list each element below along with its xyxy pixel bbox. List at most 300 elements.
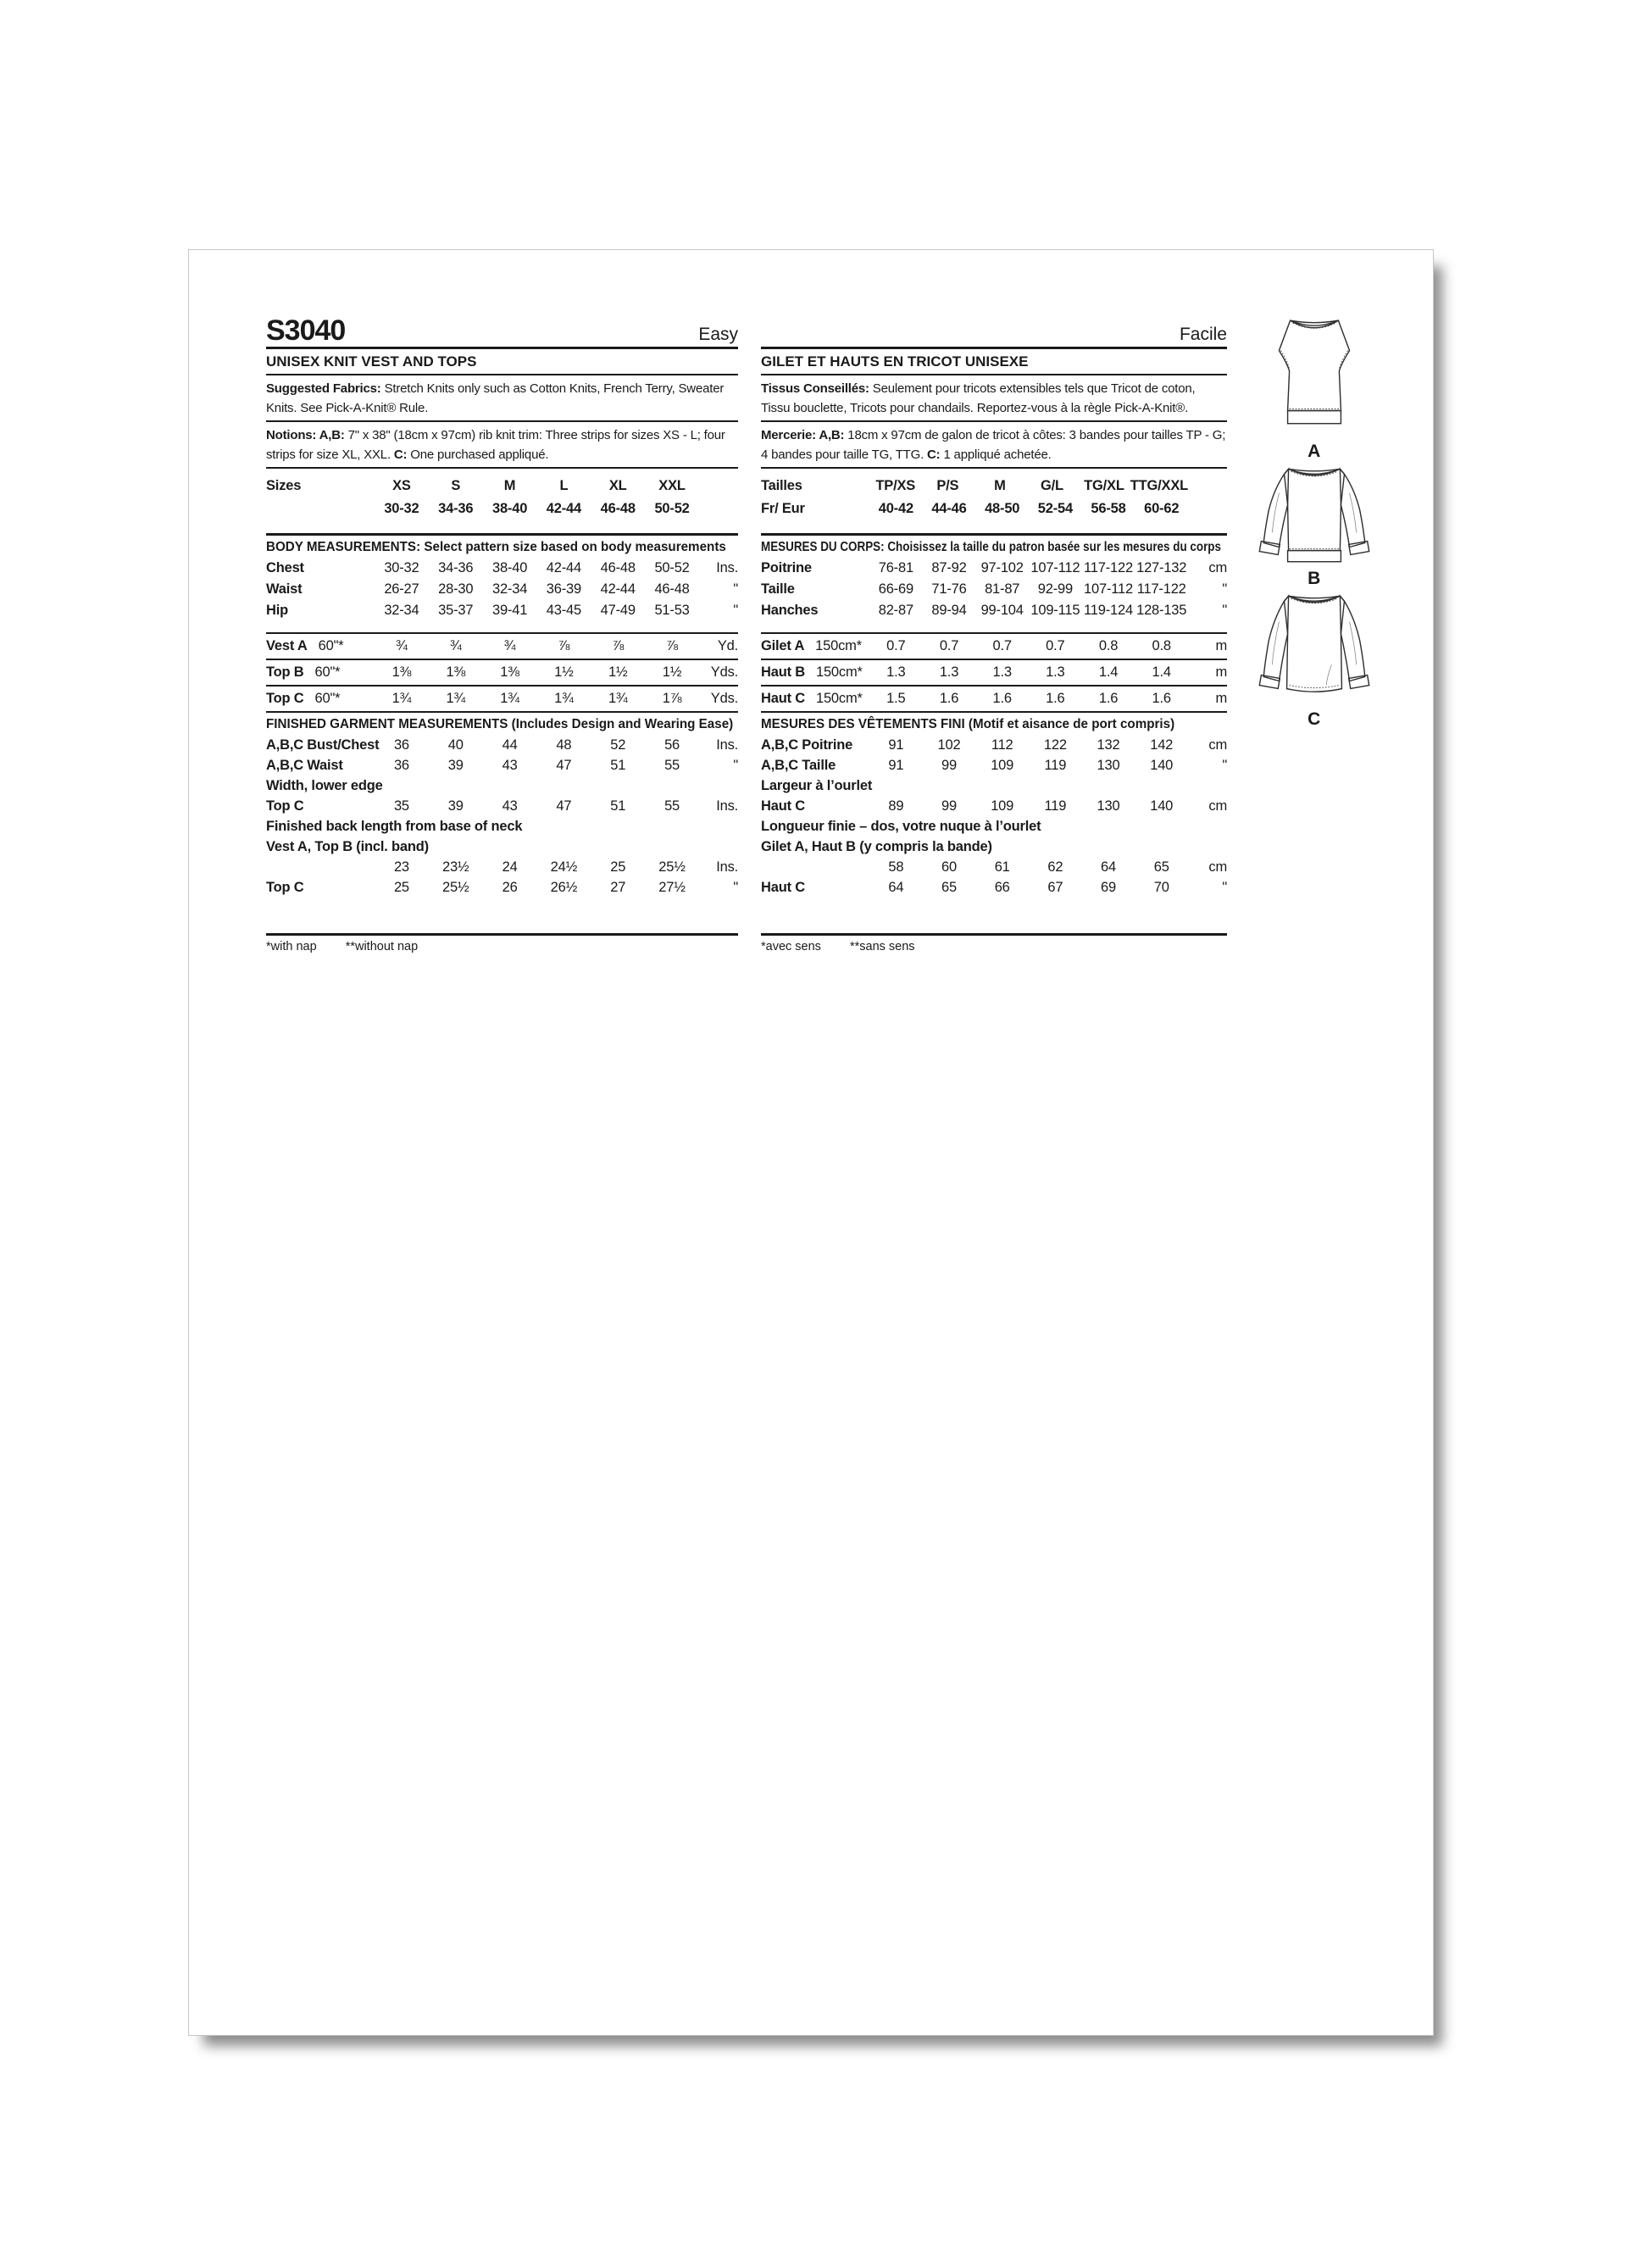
unit-cell: " <box>1222 581 1227 597</box>
row-label: Fr/ Eur <box>761 501 805 516</box>
value-cell: 40 <box>447 737 464 753</box>
value-cell: 130 <box>1097 758 1120 773</box>
value-cell <box>923 775 976 796</box>
value-cell: 56-58 <box>1091 501 1126 516</box>
suggested-fabrics-paragraph-fr <box>761 375 1227 422</box>
value-cell: 81-87 <box>985 581 1020 597</box>
row-label: Top B 60"* <box>266 660 375 685</box>
unit-cell: cm <box>1208 737 1227 753</box>
fabric-width: 60"* <box>318 638 344 653</box>
value-cell: 39 <box>447 758 464 773</box>
value-cell: 25 <box>393 880 409 895</box>
table-row <box>761 837 1227 857</box>
unit-cell: m <box>1215 664 1227 680</box>
fabrics-text-fr: Seulement pour tricots extensibles tels que Tricot de coton, Tissu bouclette, Tricots pour chandails. Reportez-vous à la règle Pick-A-Knit®. <box>761 381 1196 415</box>
unit-cell <box>1188 475 1227 498</box>
value-cell: 1¾ <box>500 691 519 706</box>
value-cell <box>429 775 483 796</box>
row-label: Taille <box>761 581 795 597</box>
unit-cell: " <box>733 880 738 895</box>
nap-footnote-en <box>266 933 738 953</box>
value-cell: 35-37 <box>438 603 474 618</box>
unit-cell: Ins. <box>716 560 738 575</box>
vest-a-illustration <box>1267 313 1362 440</box>
row-label: A,B,C Taille <box>761 758 836 773</box>
value-cell: 51 <box>610 798 626 814</box>
table-row <box>761 755 1227 775</box>
top-b-illustration <box>1250 462 1379 567</box>
value-cell: 89-94 <box>931 603 967 618</box>
value-cell: 62 <box>1047 859 1063 875</box>
notions-lead-c: C: <box>393 447 408 462</box>
nap-footnote-fr <box>761 933 1227 953</box>
value-cell: 99 <box>941 798 957 814</box>
value-cell: 1.3 <box>1046 664 1065 680</box>
value-cell: 50-52 <box>654 501 690 516</box>
table-row <box>266 796 738 816</box>
suggested-fabrics-paragraph <box>266 375 738 422</box>
value-cell: 36 <box>393 737 409 753</box>
value-cell: 109 <box>991 798 1014 814</box>
unit-cell: Yd. <box>717 638 738 653</box>
yardage-table-fr <box>761 632 1227 713</box>
table-row <box>266 735 738 755</box>
value-cell: 91 <box>888 758 904 773</box>
finished-measurements-table-en <box>266 735 738 898</box>
value-cell <box>645 816 699 837</box>
table-row <box>761 796 1227 816</box>
value-cell: 0.7 <box>1046 638 1065 653</box>
garment-c-figure <box>1250 589 1379 730</box>
fabric-width: 60"* <box>314 664 341 680</box>
unit-cell <box>1188 498 1227 520</box>
fabric-width: 150cm* <box>815 664 863 680</box>
value-cell <box>645 837 699 857</box>
row-label: A,B,C Waist <box>266 758 343 773</box>
value-cell: 1.3 <box>992 664 1012 680</box>
finished-measurements-heading-fr: MESURES DES VÊTEMENTS FINI (Motif et aisance de port compris) <box>761 717 1175 731</box>
value-cell <box>536 775 591 796</box>
value-cell: 0.8 <box>1152 638 1171 653</box>
row-label: Longueur finie – dos, votre nuque à l’ourlet <box>761 819 1041 834</box>
value-cell: 102 <box>937 737 961 753</box>
value-cell: 1.6 <box>939 691 959 706</box>
value-cell: 44-46 <box>931 501 967 516</box>
row-label: Top C <box>266 880 304 895</box>
unit-cell <box>699 837 738 857</box>
value-cell <box>1135 816 1188 837</box>
unit-cell: Ins. <box>716 798 738 814</box>
table-row <box>761 475 1227 498</box>
value-cell <box>591 816 645 837</box>
value-cell: 69 <box>1101 880 1116 895</box>
fabrics-text: Stretch Knits only such as Cotton Knits, French Terry, Sweater Knits. See Pick-A-Knit® Rule. <box>266 381 725 415</box>
value-cell: 39 <box>447 798 464 814</box>
unit-cell <box>1188 775 1227 796</box>
value-cell <box>536 816 591 837</box>
unit-cell <box>1188 837 1227 857</box>
value-cell: 46-48 <box>600 501 636 516</box>
notions-lead-c-fr: C: <box>927 447 941 462</box>
value-cell: ⅞ <box>666 638 678 653</box>
row-label: Finished back length from base of neck <box>266 819 523 834</box>
unit-cell: Yds. <box>710 664 738 680</box>
fabric-width: 150cm* <box>815 638 862 653</box>
value-cell: 27½ <box>658 880 686 895</box>
value-cell: 47 <box>556 758 572 773</box>
row-label: A,B,C Poitrine <box>761 737 853 753</box>
value-cell: 130 <box>1097 798 1120 814</box>
value-cell: 1⅞ <box>662 691 682 706</box>
value-cell: 48 <box>556 737 572 753</box>
row-label: Width, lower edge <box>266 778 383 793</box>
header-row <box>761 313 1227 349</box>
value-cell: ⅞ <box>612 638 624 653</box>
body-measurements-table-fr <box>761 558 1227 621</box>
row-label: Vest A, Top B (incl. band) <box>266 839 429 854</box>
unit-cell: " <box>1222 758 1227 773</box>
unit-cell: m <box>1215 638 1227 653</box>
fabric-width: 150cm* <box>815 691 863 706</box>
table-row <box>761 775 1227 796</box>
unit-cell: m <box>1215 691 1227 706</box>
value-cell: 42-44 <box>600 581 636 597</box>
value-cell <box>375 837 429 857</box>
value-cell: L <box>559 478 569 493</box>
value-cell: 36 <box>393 758 409 773</box>
unit-cell: " <box>733 603 738 618</box>
value-cell <box>1135 775 1188 796</box>
row-label: A,B,C Bust/Chest <box>266 737 380 753</box>
value-cell: 23 <box>393 859 409 875</box>
value-cell: 32-34 <box>384 603 419 618</box>
notions-lead: Notions: A,B: <box>266 428 345 442</box>
value-cell: 56 <box>664 737 680 753</box>
value-cell: 132 <box>1097 737 1120 753</box>
value-cell: 40-42 <box>878 501 913 516</box>
value-cell: 30-32 <box>384 501 419 516</box>
notions-text-c: One purchased appliqué. <box>407 447 549 462</box>
value-cell: 52-54 <box>1037 501 1073 516</box>
footnote-avec-sens: *avec sens <box>761 940 821 953</box>
row-label: Top C 60"* <box>266 687 375 711</box>
row-label: Top C <box>266 798 304 814</box>
value-cell: 82-87 <box>878 603 913 618</box>
table-row <box>761 600 1227 621</box>
value-cell: 38-40 <box>491 560 528 575</box>
yardage-table-en <box>266 632 738 713</box>
row-label <box>761 857 869 877</box>
value-cell: 107-112 <box>1084 581 1133 597</box>
notions-text-fr: 18cm x 97cm de galon de tricot à côtes: 3 bandes pour tailles TP - G; 4 bandes pour taille TG, TTG. <box>761 428 1226 462</box>
unit-cell <box>699 498 738 520</box>
table-row <box>266 600 738 621</box>
difficulty-label-fr: Facile <box>1179 325 1227 344</box>
unit-cell: cm <box>1208 859 1227 875</box>
body-measurements-heading-en: BODY MEASUREMENTS: Select pattern size based on body measurements <box>266 540 726 554</box>
value-cell: 87-92 <box>931 560 967 575</box>
value-cell <box>375 775 429 796</box>
value-cell: 60 <box>941 859 957 875</box>
unit-cell: Ins. <box>716 737 738 753</box>
value-cell: 1.6 <box>1098 691 1119 706</box>
table-row <box>761 735 1227 755</box>
value-cell: 140 <box>1150 758 1174 773</box>
value-cell: 55 <box>664 758 680 773</box>
value-cell: XXL <box>658 478 686 493</box>
value-cell: 128-135 <box>1136 603 1187 618</box>
garment-title-fr: GILET ET HAUTS EN TRICOT UNISEXE <box>761 349 1227 375</box>
finished-measurements-table-fr <box>761 735 1227 898</box>
value-cell: G/L <box>1040 478 1063 493</box>
value-cell: 1¾ <box>391 691 412 706</box>
value-cell: 25 <box>610 859 626 875</box>
value-cell: 1.5 <box>886 691 906 706</box>
value-cell: 127-132 <box>1136 560 1187 575</box>
value-cell: 109 <box>991 758 1014 773</box>
value-cell: 0.7 <box>886 638 906 653</box>
table-row <box>266 558 738 579</box>
table-row <box>266 634 738 660</box>
row-label: Waist <box>266 581 303 597</box>
garment-a-label: A <box>1308 442 1321 461</box>
value-cell: 28-30 <box>438 581 474 597</box>
value-cell: 107-112 <box>1030 560 1080 575</box>
value-cell: ¾ <box>396 638 408 653</box>
footnote-with-nap: *with nap <box>266 940 317 953</box>
table-row <box>761 816 1227 837</box>
table-row <box>266 755 738 775</box>
text-columns <box>266 313 1227 953</box>
value-cell: 24½ <box>550 859 578 875</box>
unit-cell: " <box>1222 603 1227 618</box>
body-measurements-table-en <box>266 558 738 621</box>
table-row <box>266 687 738 713</box>
value-cell: 142 <box>1150 737 1174 753</box>
row-label: Haut C 150cm* <box>761 687 869 711</box>
value-cell: 1¾ <box>608 691 628 706</box>
value-cell: 76-81 <box>878 560 913 575</box>
value-cell: 117-122 <box>1084 560 1133 575</box>
value-cell: 43 <box>502 758 518 773</box>
value-cell: 1.6 <box>1152 691 1171 706</box>
table-row <box>266 498 738 520</box>
fabric-width: 60"* <box>314 691 341 706</box>
garment-b-figure <box>1250 462 1379 589</box>
notions-lead-fr: Mercerie: A,B: <box>761 428 845 442</box>
unit-cell: cm <box>1208 560 1227 575</box>
value-cell: 122 <box>1043 737 1067 753</box>
value-cell <box>975 816 1029 837</box>
value-cell: 89 <box>888 798 904 814</box>
value-cell: 66-69 <box>878 581 913 597</box>
row-label: Sizes <box>266 478 302 493</box>
value-cell <box>1082 775 1135 796</box>
value-cell: 42-44 <box>546 501 581 516</box>
table-row <box>761 857 1227 877</box>
unit-cell <box>1188 816 1227 837</box>
table-row <box>266 837 738 857</box>
unit-cell: " <box>733 758 738 773</box>
value-cell: 58 <box>888 859 904 875</box>
value-cell: 32-34 <box>491 581 528 597</box>
table-row <box>266 877 738 898</box>
unit-cell: Ins. <box>716 859 738 875</box>
value-cell: 61 <box>994 859 1010 875</box>
value-cell: 27 <box>610 880 626 895</box>
table-row <box>761 660 1227 687</box>
value-cell <box>429 816 483 837</box>
garment-a-figure <box>1267 313 1362 462</box>
table-row <box>266 660 738 687</box>
table-row <box>761 579 1227 600</box>
value-cell: 1.3 <box>886 664 906 680</box>
garment-c-label: C <box>1308 709 1321 729</box>
value-cell: S <box>451 478 461 493</box>
table-row <box>266 857 738 877</box>
row-label: Poitrine <box>761 560 812 575</box>
value-cell <box>975 837 1029 857</box>
value-cell: 0.8 <box>1098 638 1119 653</box>
value-cell: P/S <box>936 478 959 493</box>
value-cell: 1.4 <box>1098 664 1119 680</box>
table-row <box>266 475 738 498</box>
value-cell: 47 <box>556 798 572 814</box>
notions-text: 7" x 38" (18cm x 97cm) rib knit trim: Three strips for sizes XS - L; four strips for size XL, XXL. <box>266 428 725 462</box>
value-cell: 0.7 <box>992 638 1012 653</box>
pattern-number: S3040 <box>266 314 346 347</box>
value-cell: 65 <box>941 880 957 895</box>
difficulty-label-en: Easy <box>698 325 738 344</box>
unit-cell: cm <box>1208 798 1227 814</box>
row-label: Gilet A, Haut B (y compris la bande) <box>761 839 992 854</box>
value-cell: 43-45 <box>546 603 581 618</box>
value-cell: 99 <box>941 758 957 773</box>
row-label: Chest <box>266 560 304 575</box>
value-cell: 119 <box>1044 758 1067 773</box>
unit-cell <box>699 475 738 498</box>
table-row <box>761 498 1227 520</box>
value-cell: 140 <box>1150 798 1174 814</box>
value-cell: 24 <box>502 859 518 875</box>
value-cell <box>1029 837 1082 857</box>
value-cell: 64 <box>1101 859 1116 875</box>
value-cell: ¾ <box>503 638 516 653</box>
value-cell: 1½ <box>662 664 682 680</box>
row-label: Gilet A 150cm* <box>761 634 869 659</box>
table-row <box>761 558 1227 579</box>
table-row <box>266 775 738 796</box>
garment-title-en: UNISEX KNIT VEST AND TOPS <box>266 349 738 375</box>
value-cell: 30-32 <box>384 560 419 575</box>
unit-cell: Yds. <box>710 691 738 706</box>
value-cell: 1⅜ <box>500 664 519 680</box>
row-label <box>266 498 375 520</box>
value-cell: 26 <box>502 880 518 895</box>
row-label <box>266 857 375 877</box>
value-cell <box>1082 816 1135 837</box>
value-cell: 70 <box>1153 880 1169 895</box>
value-cell: 46-48 <box>654 581 690 597</box>
sizes-table-en <box>266 475 738 520</box>
unit-cell <box>699 775 738 796</box>
table-row <box>761 687 1227 713</box>
value-cell: 1.4 <box>1152 664 1171 680</box>
value-cell: ⅞ <box>558 638 570 653</box>
value-cell: 50-52 <box>654 560 690 575</box>
value-cell <box>1082 837 1135 857</box>
value-cell <box>1135 837 1188 857</box>
value-cell: 1⅜ <box>446 664 466 680</box>
value-cell: 38-40 <box>491 501 528 516</box>
value-cell: 65 <box>1153 859 1169 875</box>
value-cell <box>483 816 537 837</box>
header-row <box>266 313 738 349</box>
table-row <box>761 877 1227 898</box>
value-cell: 51-53 <box>654 603 690 618</box>
value-cell: 34-36 <box>438 560 474 575</box>
value-cell: 1¾ <box>554 691 574 706</box>
notions-text-c-fr: 1 appliqué achetée. <box>940 447 1052 462</box>
value-cell: 117-122 <box>1136 581 1186 597</box>
top-c-illustration <box>1250 589 1379 708</box>
value-cell: 55 <box>664 798 680 814</box>
value-cell <box>591 775 645 796</box>
value-cell: 119 <box>1044 798 1067 814</box>
unit-cell <box>699 816 738 837</box>
value-cell: 1.3 <box>939 664 959 680</box>
notions-paragraph-fr <box>761 422 1227 469</box>
value-cell: 48-50 <box>985 501 1020 516</box>
value-cell <box>923 837 976 857</box>
row-label: Haut B 150cm* <box>761 660 869 685</box>
row-label: Haut C <box>761 798 805 814</box>
value-cell: 25½ <box>441 880 469 895</box>
value-cell: 1½ <box>608 664 628 680</box>
value-cell: 52 <box>610 737 626 753</box>
finished-measurements-heading-en: FINISHED GARMENT MEASUREMENTS (Includes Design and Wearing Ease) <box>266 717 734 731</box>
value-cell: 23½ <box>441 859 469 875</box>
value-cell: XS <box>392 478 411 493</box>
value-cell: 109-115 <box>1030 603 1080 618</box>
value-cell: 43 <box>502 798 518 814</box>
value-cell: 67 <box>1047 880 1063 895</box>
value-cell: TTG/XXL <box>1130 478 1189 493</box>
value-cell: ¾ <box>449 638 462 653</box>
row-label: Largeur à l’ourlet <box>761 778 873 793</box>
value-cell: 119-124 <box>1084 603 1133 618</box>
value-cell: M <box>503 478 516 493</box>
value-cell: 64 <box>888 880 904 895</box>
table-row <box>266 816 738 837</box>
row-label: Vest A 60"* <box>266 634 375 659</box>
value-cell: 60-62 <box>1144 501 1180 516</box>
value-cell: 71-76 <box>931 581 967 597</box>
value-cell: 91 <box>888 737 904 753</box>
row-label: Tailles <box>761 478 802 493</box>
value-cell: 0.7 <box>939 638 959 653</box>
table-row <box>761 634 1227 660</box>
value-cell: 26-27 <box>384 581 419 597</box>
pattern-envelope-back <box>188 249 1434 2036</box>
value-cell <box>869 837 923 857</box>
footnote-without-nap: **without nap <box>345 940 419 953</box>
value-cell <box>429 837 483 857</box>
value-cell: 42-44 <box>546 560 581 575</box>
body-measurements-heading-fr: MESURES DU CORPS: Choisissez la taille du patron basée sur les mesures du corps <box>761 540 1221 554</box>
value-cell: 1¾ <box>446 691 466 706</box>
value-cell <box>536 837 591 857</box>
